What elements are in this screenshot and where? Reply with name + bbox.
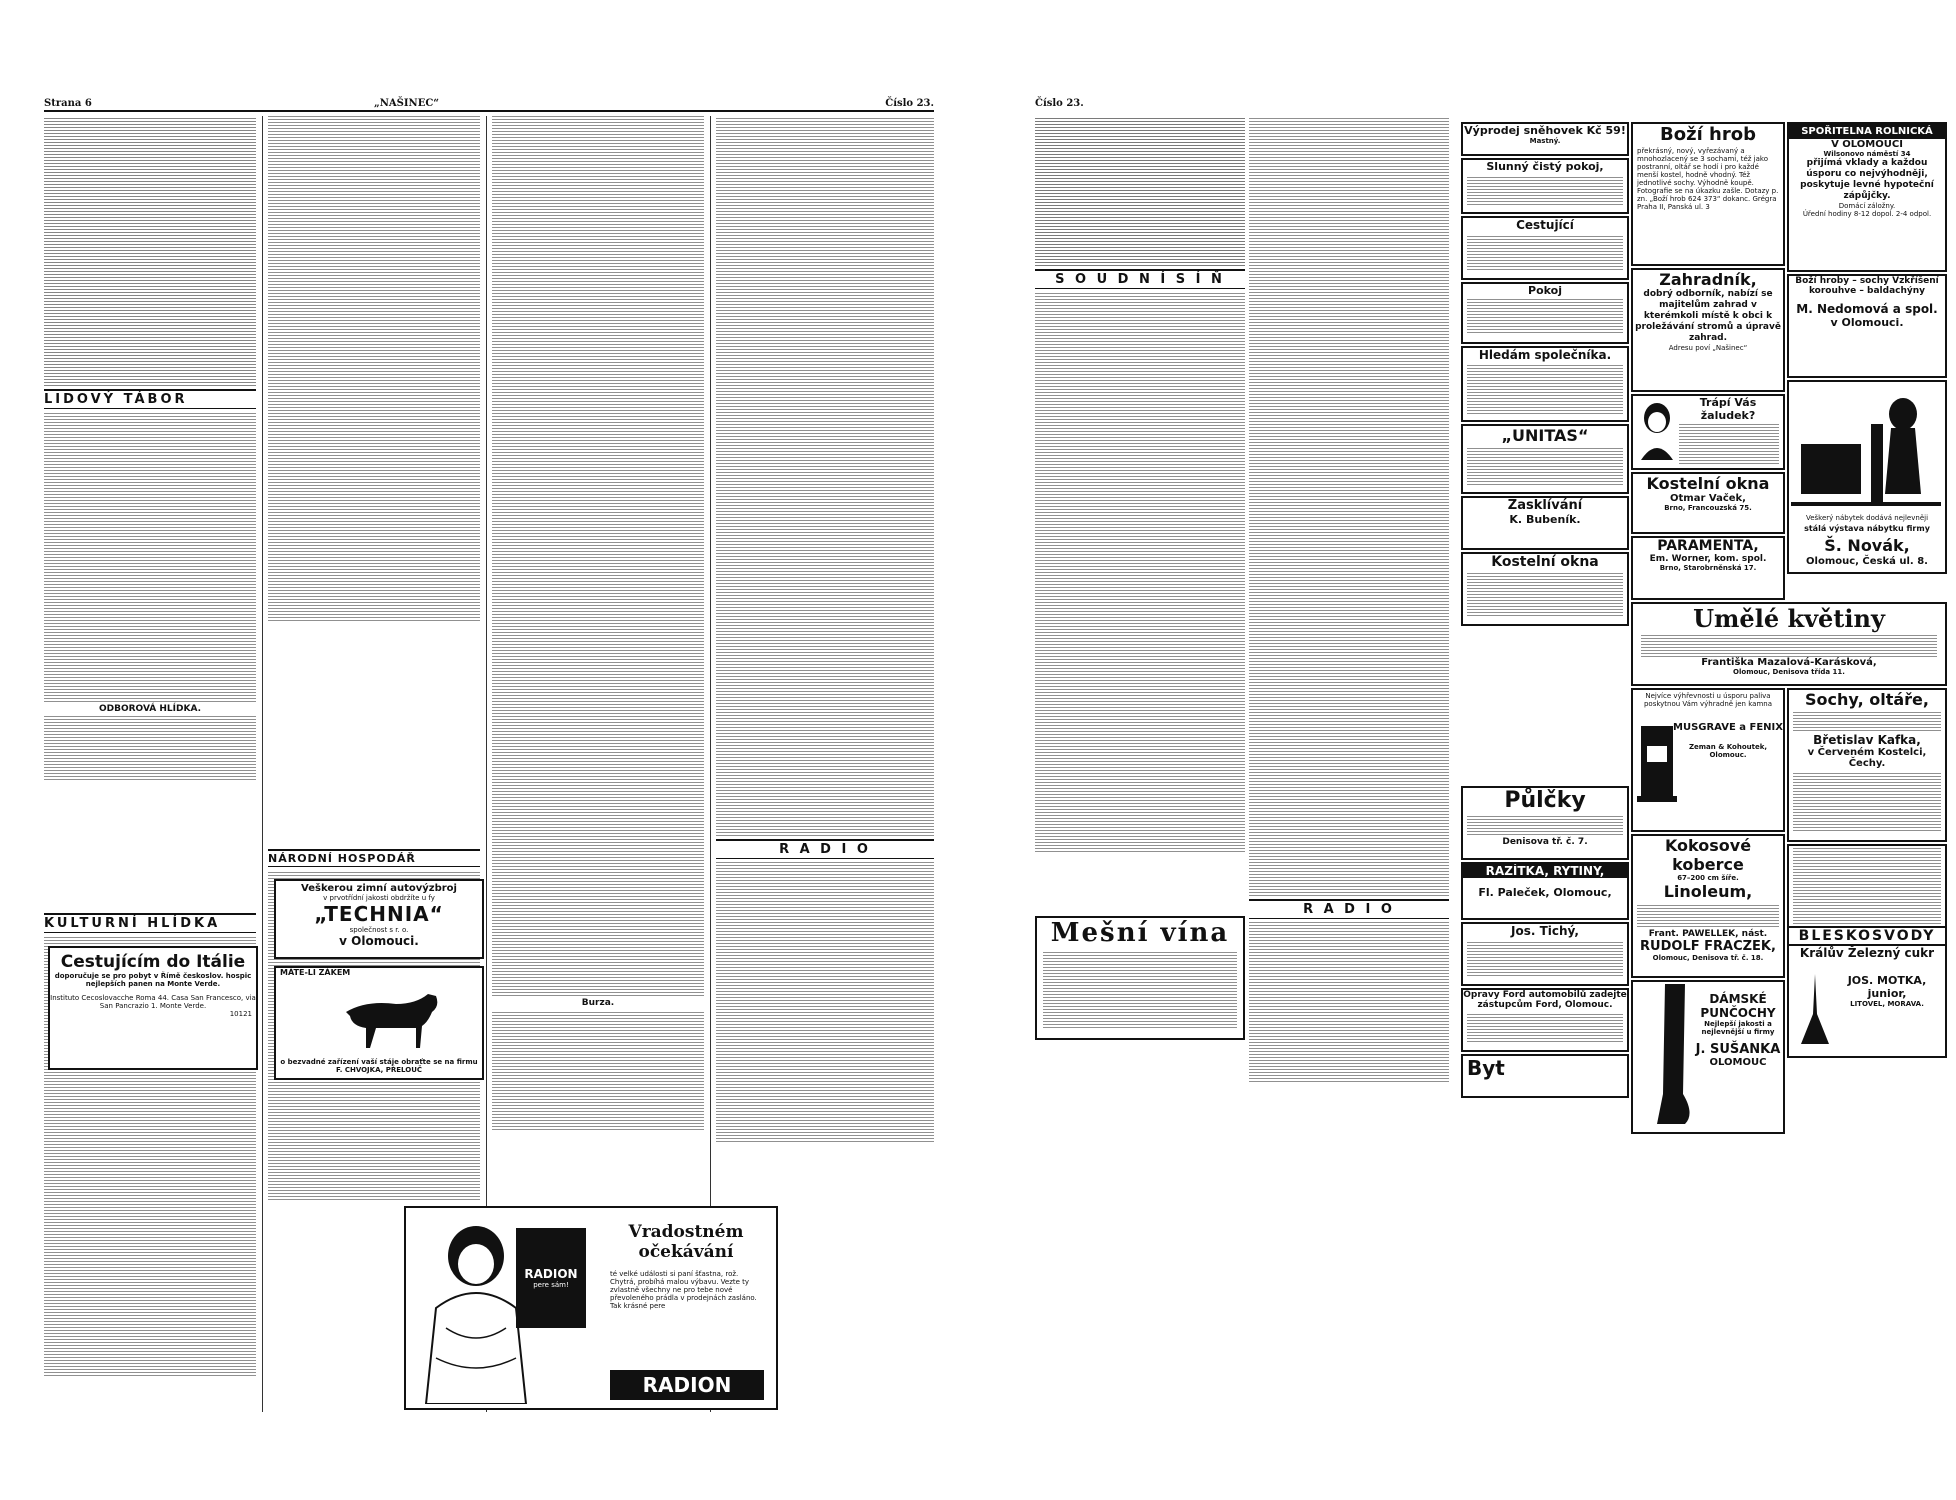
newspaper-title: „NAŠINEC“ [374,98,440,109]
advert-city: Olomouc, Denisova tř. č. 18. [1652,954,1764,962]
advert-title: Umělé květiny [1693,604,1885,633]
advert-firm: K. Bubeník. [1509,513,1581,526]
advert-title: Cestujícím do Itálie [60,952,246,972]
section-heading-narodni-hospodar: NÁRODNÍ HOSPODÁŘ [268,849,480,867]
issue-number-right: Číslo 23. [1035,98,1084,109]
advert-title: „TECHNIA“ [314,902,444,926]
advert-text: překrásný, nový, vyřezávaný a mnohozlacený se 3 sochami, též jako postranní, oltář se hodí i pro každé menší kostel, hodně vhodný. Též jednotlivé sochy. Výhodně koupě. Fotografie se na úkazku zašle. Dotazy p. zn. „Boží hrob 624 373“ dokanc. Grégra Praha II, Panská ul. 3 [1637,147,1779,211]
advert-city: V OLOMOUCI [1831,139,1903,150]
lightning-rod-illustration [1795,974,1835,1044]
article-text-block [44,716,256,780]
advert-title: RAZÍTKA, RYTINY, [1463,864,1627,878]
advert-hours: Úřední hodiny 8-12 dopol. 2-4 odpol. [1802,210,1932,218]
advert-firm: M. Nedomová a spol. [1796,302,1938,316]
advert-sub: Mastný. [1529,137,1561,145]
stocking-leg-illustration [1635,984,1705,1130]
horse-illustration [336,982,456,1052]
advert-firm: Otmar Vaček, [1670,493,1746,504]
advert-title: Opravy Ford automobilů zadejte zástupcům Ford, Olomouc. [1463,990,1627,1010]
advert-firm: Denisova tř. č. 7. [1502,837,1588,847]
advert-title: Pokoj [1528,284,1562,297]
advert-pokoj [1461,158,1629,214]
article-text-block [716,862,934,1142]
advert-city: LITOVEL, MORAVA. [1850,1000,1924,1008]
advert-firm: Fl. Paleček, Olomouc, [1478,886,1612,899]
advert-title: Kokosové koberce [1664,836,1752,874]
advert-cestujici [1461,216,1629,280]
section-heading-burza: Burza. [581,998,615,1008]
advert-firm: Em. Worner, kom. spol. [1649,554,1767,564]
advert-line: Instituto Cecoslovacche Roma 44. Casa San Francesco, via San Pancrazio 1. Monte Verde. [50,994,256,1010]
advert-title: Cestující [1516,218,1574,232]
advert-address: Wilsonovo náměstí 34 [1823,150,1911,158]
radio-program-text [1035,116,1245,266]
advert-firm: J. SUŠANKA [1695,1042,1781,1057]
section-heading-kulturni-hlidka: KULTURNÍ HLÍDKA [44,913,256,933]
advert-city: Olomouc, Česká ul. 8. [1806,556,1928,567]
section-heading-soudni-sin: S O U D N Í S Í Ň [1035,269,1245,289]
stove-illustration [1637,726,1677,806]
advert-title: Mešní vína [1050,918,1230,948]
advert-line: Veškerý nábytek dodává nejlevněji [1805,514,1929,522]
advert-title: stálá výstava nábytku firmy [1804,524,1930,533]
advert-sporitelna [1787,122,1947,272]
advert-text: Nejvíce výhřevnosti u úsporu paliva poskytnou Vám výhradně jen kamna [1643,692,1772,708]
advert-sub: korouhve – baldachýny [1808,286,1926,296]
advert-title: Byt [1467,1056,1505,1080]
advert-title: Vradostném očekávání [628,1222,744,1262]
advert-title: Půlčky [1504,788,1586,813]
article-text-block [1249,116,1449,896]
advert-line: doporučuje se pro pobyt v Římě českoslov. hospic nejlepších panen na Monte Verde. [54,972,252,988]
column-r2 [1249,116,1449,1412]
advert-firm: Š. Novák, [1824,536,1910,555]
advert-razitka [1461,862,1629,920]
article-text-block [1035,292,1245,852]
article-text-block [44,116,256,386]
advert-title: DÁMSKÉ PUNČOCHY [1700,992,1776,1020]
advert-text: dobrý odborník, nabízí se majitelům zahrad v kterémkoli místě k obci k proležávání stromů a úpravě zahrad. [1635,289,1781,343]
advert-pulcky [1461,786,1629,860]
page-header-left [44,98,934,112]
advert-kostelni-okna-2 [1461,552,1629,626]
advert-text: Nejlepší jakosti a nejlevnější u firmy [1701,1020,1775,1036]
advert-sochy-oltare [1787,688,1947,842]
advert-unitas [1461,424,1629,494]
advert-city: Brno, Francouzská 75. [1664,504,1752,512]
advert-pokoj2 [1461,282,1629,344]
advert-title: Boží hrob [1660,124,1756,145]
advert-city: v Červeném Kostelci, Čechy. [1807,747,1927,769]
column-1 [44,116,256,1412]
article-text-block [716,116,934,836]
advert-title: Kostelní okna [1646,474,1770,493]
right-newspaper-page [1035,96,1945,1412]
advert-italie [48,946,258,1070]
advert-title: MÁTE-LI ZÁKEM [280,968,351,977]
advert-text: přijímá vklady a každou úsporu co nejvýhodněji, poskytuje levné hypoteční zápůjčky. [1800,158,1934,201]
advert-title: „UNITAS“ [1501,426,1589,445]
advert-ford [1461,988,1629,1052]
advert-snehovky [1461,122,1629,156]
advert-title: BLESKOSVODY [1789,926,1945,946]
issue-number: Číslo 23. [885,98,934,109]
left-newspaper-page [44,96,934,1412]
advert-radion [404,1206,778,1410]
advert-title: Hledám společníka. [1478,348,1612,362]
page-header-right [1035,98,1945,110]
advert-tichy [1461,922,1629,986]
advert-firm: Břetislav Kafka, [1813,733,1921,747]
column-r1 [1035,116,1245,1412]
advert-zaludek [1631,394,1785,470]
advert-sub: společnost s r. o. [349,926,409,934]
advert-text: té velké události si paní šťastna, rož. Chytrá, probíhá malou výbavu. Vezte ty zvlastně všechny ne pro tebe nové převoleného prádla v prodejnách zasláno. Tak krásné pere [610,1270,757,1310]
advert-title: Boží hroby – sochy Vzkříšení [1795,276,1939,286]
section-heading-radio: R A D I O [716,839,934,859]
article-text-block [492,116,704,996]
advert-paramenta [1631,536,1785,600]
advert-kun [274,966,484,1080]
advert-city: v Olomouci. [339,934,419,948]
advert-title: Trápí Vás žaludek? [1699,396,1757,422]
advert-line: Veškerou zimní autovýzbroj [301,883,457,894]
advert-title: SPOŘITELNA ROLNICKÁ [1789,124,1945,139]
advert-title: PARAMENTA, [1657,538,1759,554]
man-portrait-illustration [1637,400,1677,460]
advert-spolecnik [1461,346,1629,422]
advert-bleskosvody [1787,844,1947,1058]
advert-title: MUSGRAVE a FENIX [1673,722,1783,733]
advert-city: v Olomouci. [1830,316,1904,329]
advert-title: Zasklívání [1507,498,1583,513]
article-text-block [1249,922,1449,1082]
advert-line: v prvotřídní jakosti obdržíte u fy [323,894,435,902]
article-text-block [268,116,480,621]
article-text-block [492,1010,704,1130]
advert-puncochy [1631,980,1785,1134]
advert-title: Sochy, oltáře, [1805,690,1929,709]
advert-title: Výprodej sněhovek Kč 59! [1464,124,1626,137]
furniture-illustration [1791,384,1941,512]
advert-firm-2: JOS. MOTKA, junior, [1847,974,1927,1000]
advert-sub: Linoleum, [1663,882,1753,901]
advert-title: Kostelní okna [1491,554,1599,570]
advert-bozi-hrob [1631,122,1785,266]
advert-city: OLOMOUC [1709,1057,1767,1068]
section-heading-odborova-hlidka: ODBOROVÁ HLÍDKA. [98,704,202,714]
advert-bozi-hroby-sochy [1787,274,1947,378]
advert-byt [1461,1054,1629,1098]
advert-title: Slunný čistý pokoj, [1486,160,1604,173]
advert-line: 67–200 cm šíře. [1677,874,1739,882]
advert-sub: Adresu poví „Našinec“ [1668,344,1748,352]
section-heading-radio-right: R A D I O [1249,899,1449,919]
advert-code: 10121 [229,1010,252,1018]
radion-package-sub: pere sám! [533,1281,569,1289]
advert-umele-kvetiny [1631,602,1947,686]
advert-firm: Králův Železný cukr [1799,946,1935,960]
advert-title: Jos. Tichý, [1511,924,1579,938]
page-number-label: Strana 6 [44,98,92,109]
advert-kokosove-koberce [1631,834,1785,978]
advert-zahradnik [1631,268,1785,392]
article-text-block [44,412,256,702]
advert-title: Zahradník, [1659,270,1757,289]
advert-city: Olomouc, Denisova třída 11. [1733,668,1845,676]
advert-kostelni-okna-1 [1631,472,1785,534]
advert-technia [274,879,484,959]
advert-novak [1787,380,1947,574]
radion-package-brand: RADION [524,1267,578,1281]
advert-city: Brno, Starobrněnská 17. [1659,564,1757,572]
advert-sub: Domácí záložny. [1838,202,1896,210]
advert-city: Zeman & Kohoutek, Olomouc. [1688,743,1768,759]
advert-firm: Frant. PAWELLEK, nást. [1648,929,1768,939]
advert-firm-2: RUDOLF FRACZEK, [1640,939,1776,954]
advert-zasklivani [1461,496,1629,550]
radion-brand-box: RADION [610,1370,764,1400]
radion-package [518,1232,584,1324]
advert-text: o bezvadné zařízení vaší stáje obraťte se na firmu F. CHVOJKA, PŘELOUČ [280,1058,478,1074]
advert-mesni-vina [1035,916,1245,1040]
advert-firm: Františka Mazalová-Karásková, [1701,657,1877,668]
advert-kamna [1631,688,1785,832]
section-heading-lidovy-tabor: LIDOVÝ TÁBOR [44,389,256,409]
